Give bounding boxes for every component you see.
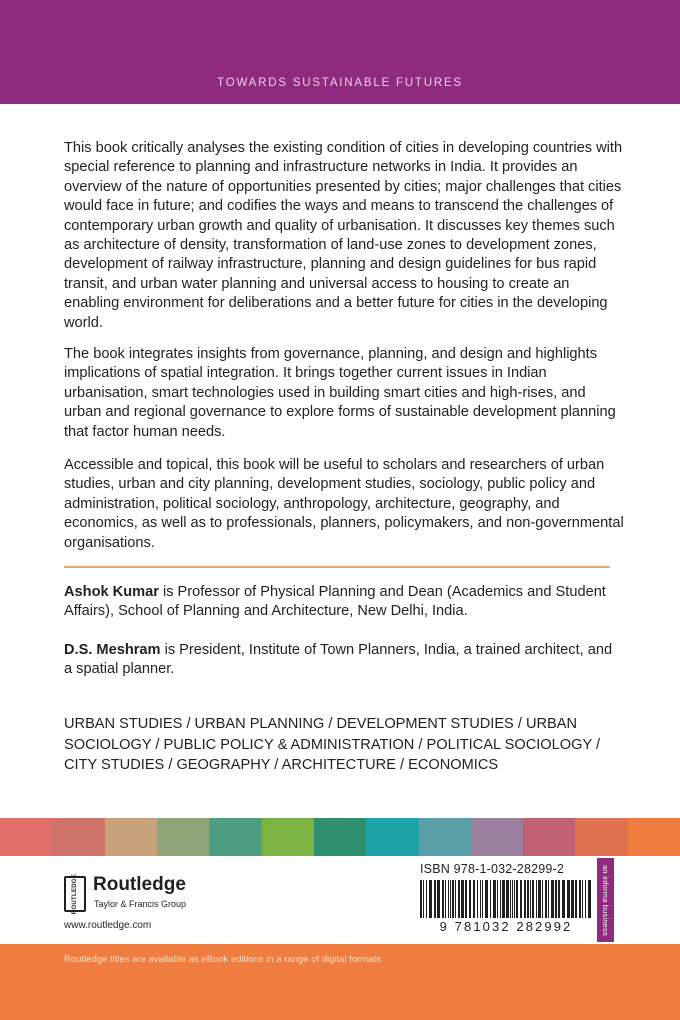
divider (64, 566, 610, 568)
mosaic-tile (628, 818, 680, 856)
barcode-bar (480, 880, 481, 918)
barcode-bar (585, 880, 586, 918)
barcode-bar (469, 880, 471, 918)
routledge-logo-icon: ROUTLEDGE (64, 876, 86, 912)
barcode-bar (575, 880, 577, 918)
barcode-bar (461, 880, 464, 918)
informa-label: an informa business (601, 864, 611, 936)
barcode-bar (429, 880, 432, 918)
blurb-paragraph-1: This book critically analyses the existing condition of cities in developing countries with special reference to planning and infrastructure networks in India. It provides an overview of the nature of opportunities presented by cities; major challenges that cities would face in future; and codifies the ways and means to transcend the challenges of contemporary urban growth and quality of urbanisation. It discusses key themes such as architecture of density, transformation of land-use zones to development zones, development of railway infrastructure, planning and design guidelines for bus rapid transit, and urban water planning and universal access to housing to create an enabling environment for deliberations and a better future for cities in the developing world. (64, 140, 623, 331)
barcode-digits: 9 781032 282992 (439, 919, 573, 934)
publisher-url: www.routledge.com (64, 920, 152, 931)
mosaic-tile (157, 818, 209, 856)
subject-categories: URBAN STUDIES / URBAN PLANNING / DEVELOPMENT STUDIES / URBAN SOCIOLOGY / PUBLIC POLICY & ADMINISTRATION / POLITICAL SOCIOLOGY / CITY STUDIES / GEOGRAPHY / ARCHITECTURE / ECONOMICS (64, 716, 601, 773)
author-bio-text: is Professor of Physical Planning and Dean (Academics and Student Affairs), School of Planning and Architecture, New Delhi, India. (64, 584, 606, 620)
barcode-bar (437, 880, 440, 918)
barcode-bar (465, 880, 467, 918)
barcode-bar (516, 880, 518, 918)
barcode-bar (426, 880, 427, 918)
mosaic-tile (471, 818, 523, 856)
barcode-bar (493, 880, 496, 918)
barcode-bar (442, 880, 444, 918)
barcode-bar (482, 880, 483, 918)
mosaic-tile (52, 818, 104, 856)
barcode-bar (536, 880, 537, 918)
barcode-bar (510, 880, 511, 918)
mosaic-tile (0, 818, 52, 856)
barcode-bar (458, 880, 460, 918)
mosaic-tile (419, 818, 471, 856)
barcode-bar (588, 880, 591, 918)
barcode-bar (545, 880, 547, 918)
barcode-bar (527, 880, 529, 918)
author-name: Ashok Kumar (64, 584, 159, 600)
author-bio-2 (64, 641, 624, 680)
barcode-icon (420, 880, 592, 920)
barcode-bar (562, 880, 565, 918)
barcode-bar (582, 880, 583, 918)
barcode-bar (542, 880, 543, 918)
barcode-bar (506, 880, 509, 918)
barcode-bar (500, 880, 501, 918)
barcode-bar (420, 880, 422, 918)
series-title: TOWARDS SUSTAINABLE FUTURES (217, 77, 463, 89)
mosaic-tile (314, 818, 366, 856)
barcode-bar (490, 880, 491, 918)
mosaic-tile (209, 818, 261, 856)
mosaic-tile (105, 818, 157, 856)
barcode-bar (558, 880, 560, 918)
barcode-bar (538, 880, 541, 918)
barcode-bar (551, 880, 554, 918)
ebook-note: Routledge titles are available as eBook editions in a range of digital formats (64, 954, 381, 965)
barcode-bar (532, 880, 534, 918)
barcode-bar (448, 880, 449, 918)
barcode-bar (477, 880, 478, 918)
barcode-bar (567, 880, 570, 918)
barcode-bar (473, 880, 475, 918)
barcode-bar (455, 880, 456, 918)
barcode-bar (452, 880, 454, 918)
barcode-bar (530, 880, 531, 918)
isbn-label: ISBN 978-1-032-28299-2 (420, 862, 565, 876)
barcode-bar (445, 880, 446, 918)
barcode-bar (555, 880, 557, 918)
barcode-bar (423, 880, 424, 918)
mosaic-tile (262, 818, 314, 856)
barcode-bar (514, 880, 515, 918)
barcode-bar (571, 880, 574, 918)
barcode-bar (548, 880, 549, 918)
barcode-bar (579, 880, 581, 918)
publisher-name: Routledge (93, 874, 186, 895)
author-bio-text: is President, Institute of Town Planners, India, a trained architect, and a spatial planner. (64, 642, 613, 678)
barcode-bar (512, 880, 513, 918)
informa-badge (597, 858, 614, 942)
author-bio-1 (64, 583, 624, 622)
barcode-bar (497, 880, 498, 918)
barcode-bar (450, 880, 451, 918)
mosaic-tile (523, 818, 575, 856)
color-mosaic-strip (0, 818, 680, 856)
publisher-group: Taylor & Francis Group (94, 899, 187, 909)
barcode-bar (434, 880, 436, 918)
blurb-paragraph-3: Accessible and topical, this book will be useful to scholars and researchers of urban studies, urban and city planning, development studies, sociology, public policy and administration, political sociology, anthropology, architecture, geography, and economics, as well as to professionals, planners, policymakers, and non-governmental organisations. (64, 457, 624, 551)
mosaic-tile (366, 818, 418, 856)
blurb-paragraph-2: The book integrates insights from governance, planning, and design and highlights implications of spatial integration. It brings together current issues in Indian urbanisation, smart technologies used in building smart cities and high-rises, and urban and regional governance to explore forms of sustainable development planning that factor human needs. (64, 346, 616, 440)
barcode-bar (520, 880, 522, 918)
barcode-bar (502, 880, 505, 918)
mosaic-tile (575, 818, 627, 856)
author-name: D.S. Meshram (64, 642, 161, 658)
barcode-bar (524, 880, 526, 918)
barcode-bar (485, 880, 488, 918)
